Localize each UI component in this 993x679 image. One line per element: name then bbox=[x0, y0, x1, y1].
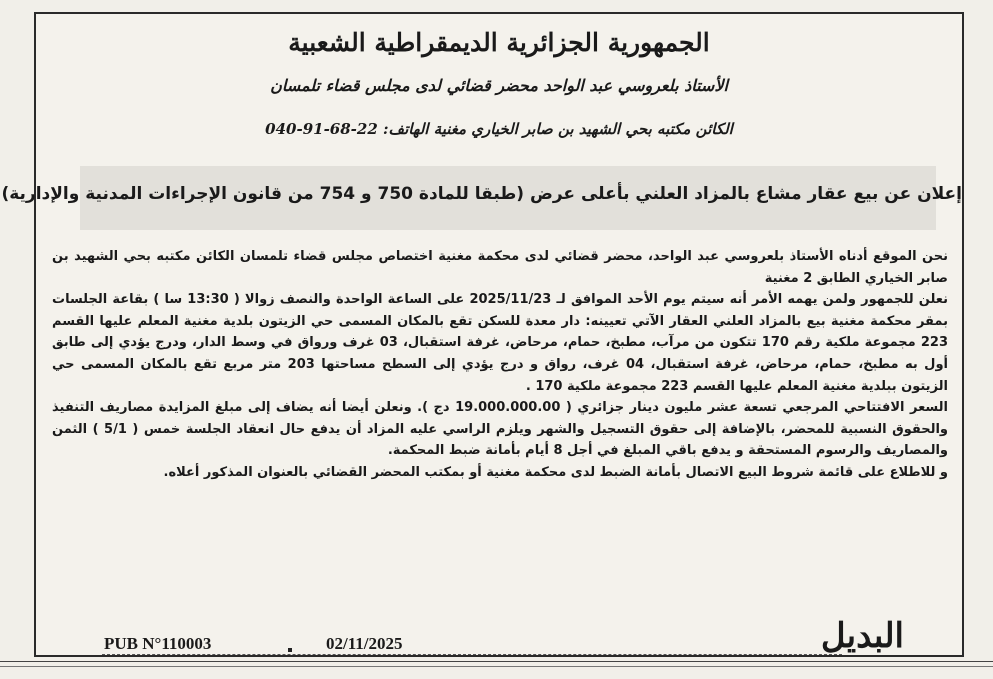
bailiff-name: الأستاذ بلعروسي عبد الواحد محضر قضائي لدى مجلس قضاء تلمسان bbox=[270, 76, 728, 95]
paragraph-sale: نعلن للجمهور ولمن يهمه الأمر أنه سيتم يوم الأحد الموافق لـ 2025/11/23 على الساعة الواحدة والنصف زوالا ( 13:30 سا ) بقاعة الجلسات بمقر محكمة مغنية بيع بالمزاد العلني العقار الآتي تعيينه: دار معدة للسكن تقع بالمكان المسمى حي الزيتون بلدية مغنية المعلم عليها القسم 223 مجموعة ملكية رقم 170 تتكون من مرآب، مطبخ، حمام، مرحاض، غرفة استقبال، 03 غرف ورواق في وسط الدار، ودرج يؤدي إلى طابق أول به مطبخ، حمام، مرحاض، غرفة استقبال، 04 غرف، رواق و درج يؤدي إلى السطح مساحتها 203 متر مربع تقع بالمكان المسمى حي الزيتون ببلدية مغنية المعلم عليها القسم 223 مجموعة ملكية 170 . bbox=[52, 292, 949, 394]
pub-number: PUB N°110003 bbox=[104, 634, 212, 653]
notice-title: إعلان عن بيع عقار مشاع بالمزاد العلني بأعلى عرض (طبقا للمادة 750 و 754 من قانون الإجراءات المدنية والإدارية) bbox=[1, 184, 962, 204]
page-rule-bottom bbox=[0, 666, 993, 667]
paragraph-price: السعر الافتتاحي المرجعي تسعة عشر مليون دينار جزائري ( 19.000.000.00 دج ). ونعلن أيضا أنه يضاف إلى مبلغ المزايدة مصاريف التنفيذ والحقوق النسبية للمحضر، بالإضافة إلى حقوق التسجيل والشهر ويلزم الراسي عليه المزاد أن يدفع حال انعقاد الجلسة خمس ( 5/1 ) الثمن والمصاريف والرسوم المستحقة و يدفع باقي المبلغ في أجل 8 أيام بأمانة ضبط المحكمة. bbox=[52, 400, 948, 459]
notice-frame bbox=[1, 12, 964, 657]
newspaper-name: البديل bbox=[820, 616, 904, 656]
paragraph-conditions: و للاطلاع على قائمة شروط البيع الاتصال بأمانة الضبط لدى محكمة مغنية أو بمكتب المحضر القضائي بالعنوان المذكور أعلاه. bbox=[163, 464, 948, 480]
office-address: الكائن مكتبه بحي الشهيد بن صابر الخياري مغنية الهاتف: 22-68-91-040 bbox=[265, 120, 733, 138]
notice-footer bbox=[36, 614, 962, 658]
separator-dot bbox=[288, 648, 292, 652]
footer-dashed-line bbox=[102, 654, 842, 655]
pub-date: 02/11/2025 bbox=[326, 634, 403, 653]
republic-heading: الجمهورية الجزائرية الديمقراطية الشعبية bbox=[288, 28, 710, 57]
page-rule-top bbox=[0, 661, 993, 662]
paragraph-intro: نحن الموقع أدناه الأستاذ بلعروسي عبد الواحد، محضر قضائي لدى محكمة مغنية اختصاص مجلس قضاء تلمسان الكائن مكتبه بحي الشهيد بن صابر الخياري الطابق 2 مغنية bbox=[52, 249, 948, 286]
notice-body bbox=[52, 246, 948, 484]
